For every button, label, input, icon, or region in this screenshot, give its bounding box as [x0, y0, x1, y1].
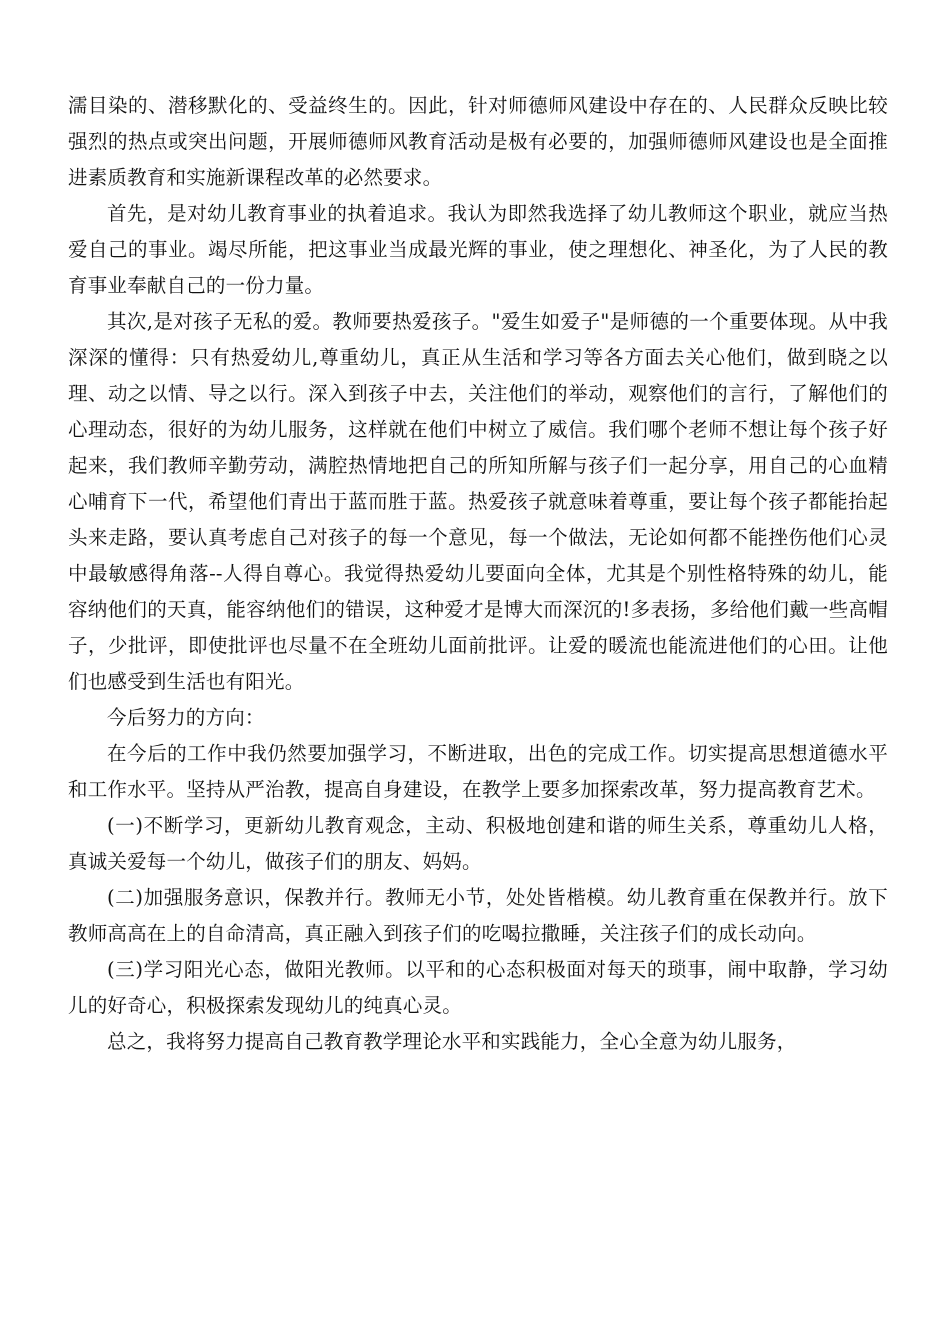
paragraph-5: 在今后的工作中我仍然要加强学习，不断进取，出色的完成工作。切实提高思想道德水平和工作水平。坚持从严治教，提高自身建设，在教学上要多加探索改革，努力提高教育艺术。: [68, 742, 888, 801]
paragraph-conclusion: 总之，我将努力提高自己教育教学理论水平和实践能力，全心全意为幼儿服务，: [107, 1030, 797, 1053]
list-item-1: (一)不断学习，更新幼儿教育观念，主动、积极地创建和谐的师生关系，尊重幼儿人格，真诚关爱每一个幼儿，做孩子们的朋友、妈妈。: [68, 814, 888, 873]
paragraph-2: 首先，是对幼儿教育事业的执着追求。我认为即然我选择了幼儿教师这个职业，就应当热爱自己的事业。竭尽所能，把这事业当成最光辉的事业，使之理想化、神圣化，为了人民的教育事业奉献自己的一份力量。: [68, 202, 888, 297]
document-body: [68, 88, 888, 1060]
list-item-3: (三)学习阳光心态，做阳光教师。以平和的心态积极面对每天的琐事，闹中取静，学习幼儿的好奇心，积极探索发现幼儿的纯真心灵。: [68, 958, 888, 1017]
paragraph-3: 其次,是对孩子无私的爱。教师要热爱孩子。"爱生如爱子"是师德的一个重要体现。从中我深深的懂得：只有热爱幼儿,尊重幼儿，真正从生活和学习等各方面去关心他们，做到晓之以理、动之以情、导之以行。深入到孩子中去，关注他们的举动，观察他们的言行，了解他们的心理动态，很好的为幼儿服务，这样就在他们中树立了威信。我们哪个老师不想让每个孩子好起来，我们教师辛勤劳动，满腔热情地把自己的所知所解与孩子们一起分享，用自己的心血精心哺育下一代，希望他们青出于蓝而胜于蓝。热爱孩子就意味着尊重，要让每个孩子都能抬起头来走路，要认真考虑自己对孩子的每一个意见，每一个做法，无论如何都不能挫伤他们心灵中最敏感得角落--人得自尊心。我觉得热爱幼儿要面向全体，尤其是个别性格特殊的幼儿，能容纳他们的天真，能容纳他们的错误，这种爱才是博大而深沉的!多表扬，多给他们戴一些高帽子，少批评，即使批评也尽量不在全班幼儿面前批评。让爱的暖流也能流进他们的心田。让他们也感受到生活也有阳光。: [68, 310, 888, 693]
section-heading: 今后努力的方向：: [107, 706, 265, 729]
list-item-2: (二)加强服务意识，保教并行。教师无小节，处处皆楷模。幼儿教育重在保教并行。放下教师高高在上的自命清高，真正融入到孩子们的吃喝拉撒睡，关注孩子们的成长动向。: [68, 886, 888, 945]
paragraph-1: 濡目染的、潜移默化的、受益终生的。因此，针对师德师风建设中存在的、人民群众反映比较强烈的热点或突出问题，开展师德师风教育活动是极有必要的，加强师德师风建设也是全面推进素质教育和实施新课程改革的必然要求。: [68, 94, 888, 189]
